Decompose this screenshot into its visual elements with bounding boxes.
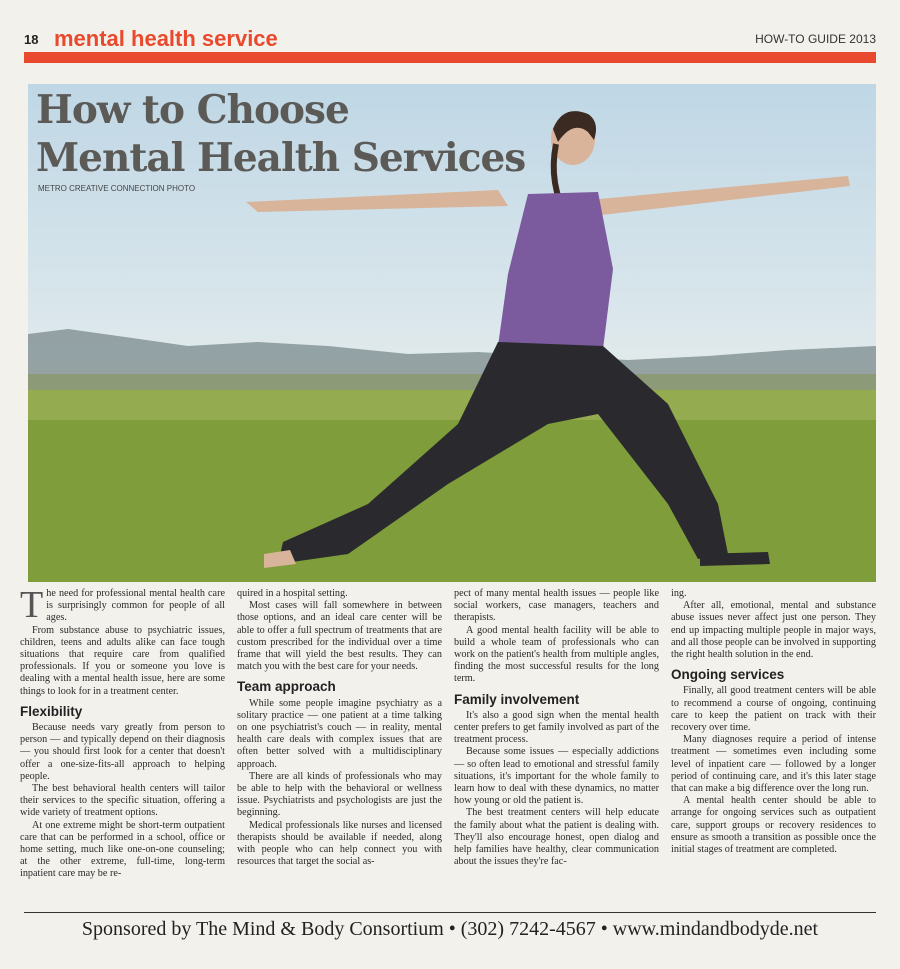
subheading-family-involvement: Family involvement — [454, 691, 580, 707]
headline — [36, 86, 525, 182]
section-title: mental health service — [54, 26, 278, 51]
paragraph: Because some issues — especially addictions — so often lead to emotional and stressful family situations, it's important for the whole family to learn how to deal with these dynamics, no matter how young or old the patient is. — [454, 746, 659, 807]
article-column-1 — [20, 588, 225, 906]
guide-label: HOW-TO GUIDE 2013 — [755, 32, 876, 46]
paragraph: The best behavioral health centers will tailor their services to the specific situation, offering a wide variety of treatment options. — [20, 783, 225, 819]
subheading-flexibility: Flexibility — [20, 703, 83, 719]
paragraph: From substance abuse to psychiatric issues, children, teens and adults alike can face tough situations that require care from qualified professionals. If you or someone you love is dealing with a mental health issue, here are some things to look for in a treatment center. — [20, 624, 225, 697]
paragraph: After all, emotional, mental and substance abuse issues never affect just one person. They end up impacting multiple people in major ways, and all those people can be involved in supporting the right health solution in the end. — [671, 600, 876, 661]
subheading-team-approach: Team approach — [237, 679, 336, 695]
paragraph: Medical professionals like nurses and licensed therapists should be available if needed, along with people who can help connect you with resources that target the social as- — [237, 819, 442, 868]
headline-line-1: How to Choose — [36, 87, 349, 133]
article-body — [20, 588, 880, 906]
paragraph: Because needs vary greatly from person to person — and typically depend on their diagnosis — you should first look for a center that doesn't offer a one-size-fits-all approach to helping people. — [20, 722, 225, 782]
intro-paragraph — [20, 588, 225, 625]
page-number: 18 — [24, 32, 39, 47]
paragraph: ing. — [671, 588, 687, 599]
paragraph: pect of many mental health issues — people like social workers, case managers, teachers and therapists. — [454, 588, 659, 624]
feature-photo — [28, 84, 876, 582]
article-column-4 — [671, 588, 876, 906]
paragraph: While some people imagine psychiatry as a solitary practice — one patient at a time talking on one psychiatrist's couch — in reality, mental health care deals with complex issues that are often better solved with a multidisciplinary approach. — [237, 697, 442, 770]
paragraph: There are all kinds of professionals who may be able to help with the behavioral or wellness issue. Psychiatrists and psychologists are just the beginning. — [237, 770, 442, 819]
subheading-ongoing-services: Ongoing services — [671, 667, 785, 683]
paragraph: The best treatment centers will help educate the family about what the patient is dealing with. They'll also encourage honest, open dialog and help families have healthy, clear communication about the issues they're fac- — [454, 807, 659, 868]
paragraph: A mental health center should be able to arrange for ongoing services such as outpatient care, support groups or recovery residences to ensure as smooth a transition as possible once the initial stages of treatment are completed. — [671, 795, 876, 856]
paragraph: At one extreme might be short-term outpatient care that can be performed in a school, office or home setting, much like one-on-one counseling; at the other extreme, full-time, long-term inpatient care may be re- — [20, 819, 225, 880]
paragraph: A good mental health facility will be able to build a whole team of professionals who can work on the patient's health from multiple angles, finding the most successful results for the long term. — [454, 624, 659, 685]
paragraph: Most cases will fall somewhere in between those options, and an ideal care center will be able to offer a full spectrum of treatments that are custom prescribed for the individual over a time frame that will yield the best results. They can match you with the best care for your needs. — [237, 600, 442, 673]
header-accent-bar — [24, 52, 876, 63]
article-column-2 — [237, 588, 442, 906]
drop-cap: T — [20, 588, 44, 626]
sponsor-line: Sponsored by The Mind & Body Consortium • (302) 7242-4567 • www.mindandbodyde.net — [81, 918, 819, 940]
paragraph: quired in a hospital setting. — [237, 588, 348, 599]
page-header — [24, 28, 876, 64]
intro-text: he need for professional mental health care is surprisingly common for people of all ages. — [46, 588, 225, 624]
paragraph: Finally, all good treatment centers will be able to recommend a course of ongoing, continuing care to keep the patient on track with their recovery over time. — [671, 685, 876, 734]
headline-line-2: Mental Health Services — [36, 135, 526, 181]
paragraph: Many diagnoses require a period of intense treatment — sometimes even including some level of inpatient care — followed by a longer period of continuing care, and it's this later stage that can make a big difference over the long run. — [671, 734, 876, 795]
paragraph: It's also a good sign when the mental health center prefers to get family involved as part of the treatment process. — [454, 709, 659, 746]
footer-divider — [24, 912, 876, 913]
article-column-3 — [454, 588, 659, 906]
photo-credit: METRO CREATIVE CONNECTION PHOTO — [38, 184, 196, 193]
